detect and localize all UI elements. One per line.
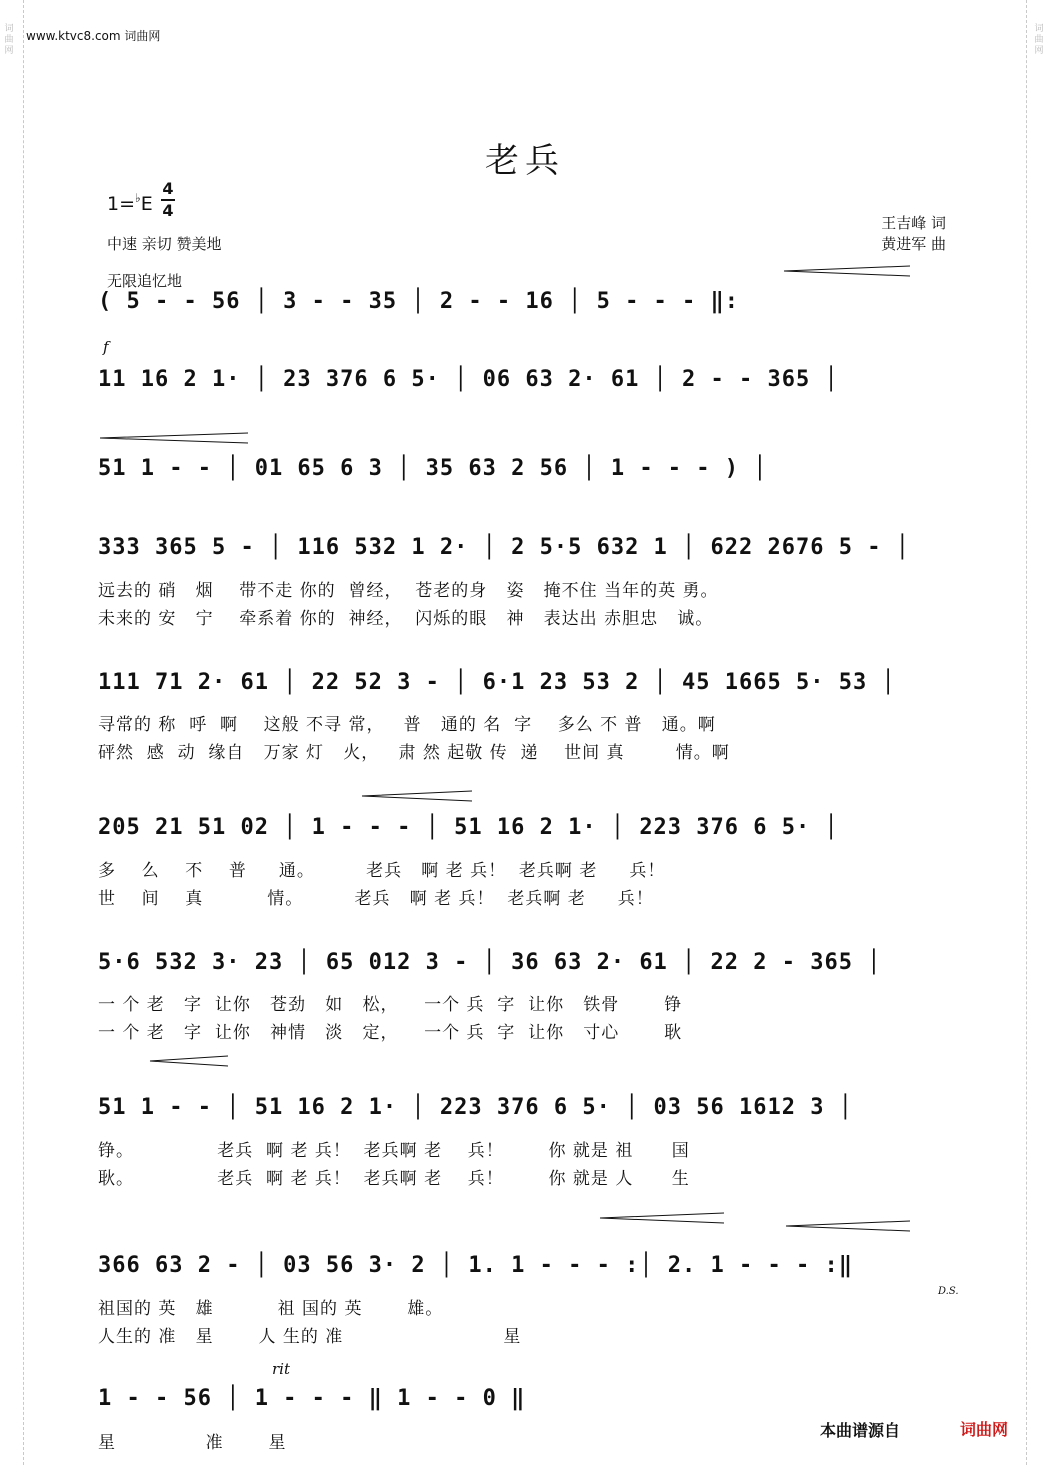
meter-top: 4 [162,179,174,198]
lyric-verse1-row8: 祖国的 英 雄 祖 国的 英 雄。 [98,1299,444,1319]
staff-row-4 [98,670,954,706]
source-label: 本曲谱源自 [819,1421,900,1440]
hairpin-row7 [150,1056,228,1066]
staff-row-9 [98,1386,954,1422]
hairpin-ending1 [600,1213,724,1223]
key-flat: ♭ [135,191,141,205]
intro-expression: 无限追忆地 [107,272,183,290]
notes: 205 21 51 02 │ 1 - - - │ 51 16 2 1· │ 223 376 6 5· │ [98,815,839,840]
lyric-verse2-row8: 人生的 准 星 人 生的 准 星 [98,1327,522,1347]
notes: 51 1 - - │ 51 16 2 1· │ 223 376 6 5· │ 03 56 1612 3 │ [98,1095,853,1120]
hairpin-row2 [100,433,248,443]
notes: 1 - - 56 │ 1 - - - ‖ 1 - - 0 ‖ [98,1386,526,1411]
hairpin-ending2 [786,1221,910,1231]
lyric-verse2-row4: 砰然 感 动 缘自 万家 灯 火， 肃 然 起敬 传 递 世间 真 情。啊 [98,743,730,763]
lyric-verse2-row3: 未来的 安 宁 牵系着 你的 神经， 闪烁的眼 神 表达出 赤胆忠 诚。 [98,609,714,629]
key-letter: E [140,193,153,215]
lyric-verse1-row9: 星 准 星 [98,1433,287,1453]
lyric-verse1-row5: 多 么 不 普 通。 老兵 啊 老 兵！ 老兵啊 老 兵！ [98,861,666,881]
staff-row-6 [98,950,954,986]
lyric-verse1-row4: 寻常的 称 呼 啊 这般 不寻 常， 普 通的 名 字 多么 不 普 通。啊 [98,715,716,735]
staff-row-8 [98,1253,954,1289]
lyricist-credit: 王吉峰 词 [881,214,946,232]
staff-row-0 [98,289,954,325]
key-prefix: 1= [107,193,136,215]
composer-credit: 黄进军 曲 [881,235,946,253]
staff-row-5 [98,815,954,851]
hairpin-intro [784,266,910,276]
lyric-verse1-row3: 远去的 硝 烟 带不走 你的 曾经， 苍老的身 姿 掩不住 当年的英 勇。 [98,581,719,601]
notes: 51 1 - - │ 01 65 6 3 │ 35 63 2 56 │ 1 - - - ) │ [98,456,768,481]
lyric-verse2-row7: 耿。 老兵 啊 老 兵！ 老兵啊 老 兵！ 你 就是 人 生 [98,1169,690,1189]
site-name-link[interactable]: 词曲网 [959,1420,1008,1439]
right-dash-border [1026,0,1027,1465]
lyric-verse1-row7: 铮。 老兵 啊 老 兵！ 老兵啊 老 兵！ 你 就是 祖 国 [98,1141,690,1161]
notes: 11 16 2 1· │ 23 376 6 5· │ 06 63 2· 61 │ 2 - - 365 │ [98,367,839,392]
staff-row-2 [98,456,954,492]
meter-bottom: 4 [162,201,174,220]
time-signature [161,180,175,220]
notes: 333 365 5 - │ 116 532 1 2· │ 2 5·5 632 1 │ 622 2676 5 - │ [98,535,910,560]
rit-marking: rit [272,1360,290,1378]
notes: 111 71 2· 61 │ 22 52 3 - │ 6·1 23 53 2 │ 45 1665 5· 53 │ [98,670,896,695]
notes: ( 5 - - 56 │ 3 - - 35 │ 2 - - 16 │ 5 - - - ‖: [98,289,740,314]
lyric-verse1-row6: 一 个 老 字 让你 苍劲 如 松， 一个 兵 字 让你 铁骨 铮 [98,995,683,1015]
notes: 366 63 2 - │ 03 56 3· 2 │ 1. 1 - - - :│ 2. 1 - - - :‖ [98,1253,853,1278]
left-side-label: 词 曲 网 [4,24,14,56]
hairpin-row5 [362,791,472,801]
left-dash-border [23,0,24,1465]
staff-row-3 [98,535,954,571]
staff-row-7 [98,1095,954,1131]
right-side-label: 词 曲 网 [1034,24,1044,56]
ds-marking: D.S. [938,1286,959,1297]
lyric-verse2-row6: 一 个 老 字 让你 神情 淡 定， 一个 兵 字 让你 寸心 耿 [98,1023,683,1043]
site-url: www.ktvc8.com 词曲网 [26,29,161,43]
tempo-marking: 中速 亲切 赞美地 [107,235,222,253]
notes: 5·6 532 3· 23 │ 65 012 3 - │ 36 63 2· 61 │ 22 2 - 365 │ [98,950,882,975]
key-signature [107,191,153,215]
dynamic-forte: f [103,338,109,356]
staff-row-1 [98,367,954,403]
song-title: 老兵 [485,141,565,181]
lyric-verse2-row5: 世 间 真 情。 老兵 啊 老 兵！ 老兵啊 老 兵！ [98,889,654,909]
